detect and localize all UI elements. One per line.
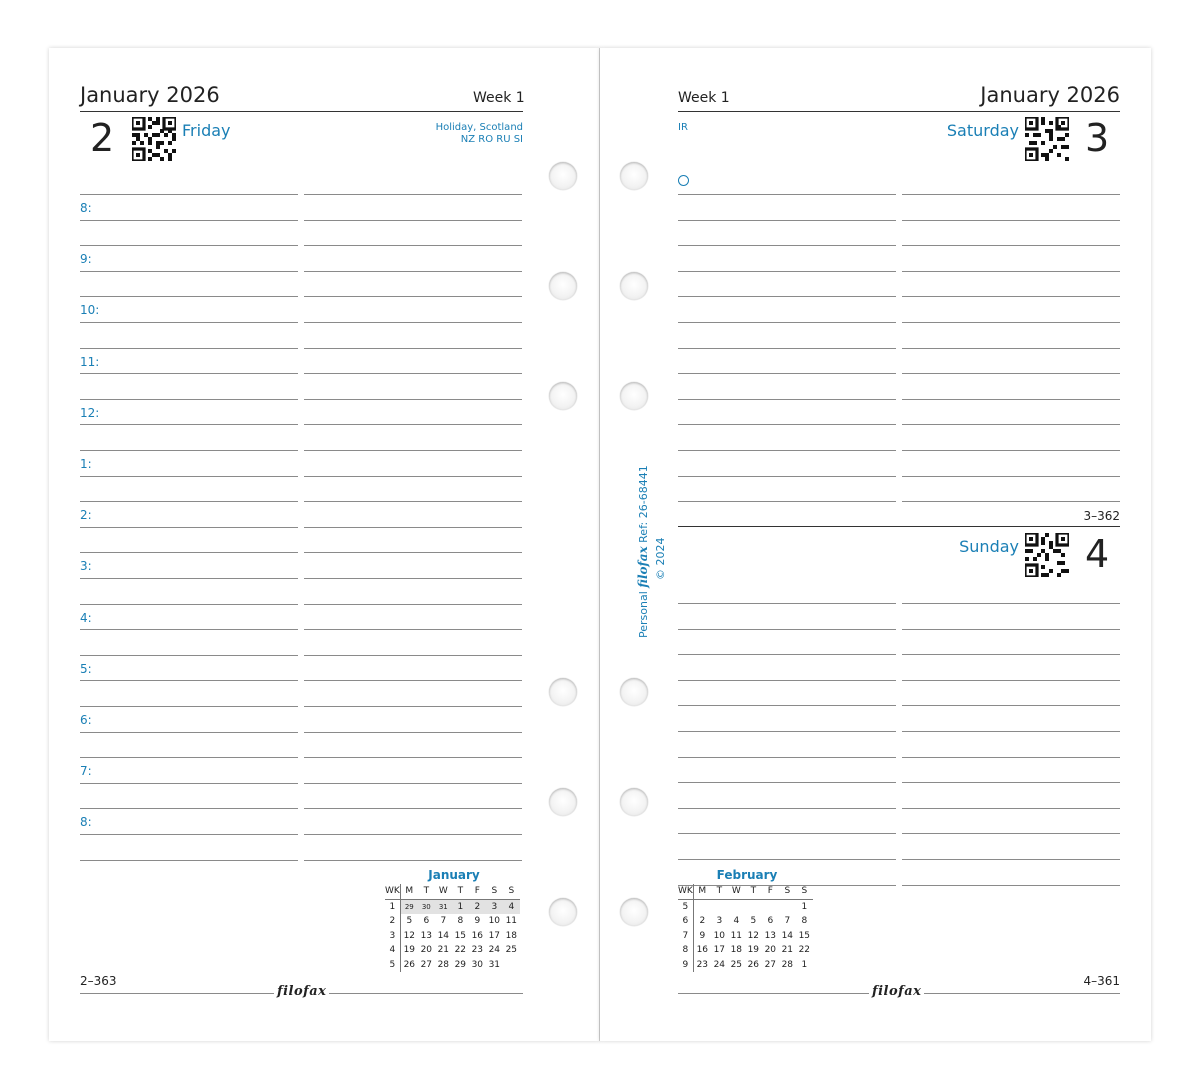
ruled-line [304, 220, 522, 221]
ruled-line [80, 680, 298, 681]
ruled-line [902, 808, 1120, 809]
ruled-line [902, 885, 1120, 886]
ruled-line [304, 399, 522, 400]
spine-personal: Personal [637, 591, 650, 638]
calendar-day: 12 [747, 930, 760, 941]
punch-hole [620, 898, 648, 926]
hour-label: 9: [80, 252, 92, 267]
mini-calendar-grid [678, 884, 813, 972]
ruled-line [902, 194, 1120, 195]
holiday-label: Holiday, Scotland [435, 122, 523, 133]
ruled-line [902, 399, 1120, 400]
ruled-line [902, 629, 1120, 630]
calendar-day: 10 [713, 930, 726, 941]
calendar-day: 3 [486, 899, 503, 914]
ruled-line [678, 476, 896, 477]
mini-calendar-header: WK [385, 884, 400, 899]
calendar-day: 24 [713, 959, 726, 970]
header-rule [678, 111, 1120, 112]
ruled-line [678, 808, 896, 809]
filofax-logo: filofax [274, 984, 329, 999]
calendar-day: 14 [437, 930, 450, 941]
calendar-day: 1 [801, 901, 808, 912]
month-title: January 2026 [980, 83, 1120, 107]
ruled-line [902, 220, 1120, 221]
page-code: 2–363 [80, 974, 117, 988]
week-number: 7 [678, 929, 693, 944]
calendar-day: 28 [781, 959, 794, 970]
ruled-line [304, 450, 522, 451]
calendar-day: 13 [420, 930, 433, 941]
ruled-line [80, 245, 298, 246]
ruled-line [902, 501, 1120, 502]
mini-calendar-header: W [728, 884, 745, 899]
ruled-line [80, 757, 298, 758]
ruled-line [304, 732, 522, 733]
punch-hole [620, 678, 648, 706]
ruled-line [902, 782, 1120, 783]
calendar-day: 17 [488, 930, 501, 941]
ruled-line [902, 859, 1120, 860]
calendar-day: 22 [454, 945, 467, 956]
calendar-day: 21 [781, 945, 794, 956]
ruled-line [304, 578, 522, 579]
spine-ref: Ref: 26-68441 [637, 465, 650, 543]
ruled-line [678, 220, 896, 221]
mini-calendar-header: T [452, 884, 469, 899]
ruled-line [678, 322, 896, 323]
mini-calendar-title: February [716, 868, 778, 882]
mini-calendar-title: January [428, 868, 480, 882]
ruled-line [304, 783, 522, 784]
ruled-line [304, 706, 522, 707]
ruled-line [902, 424, 1120, 425]
ruled-line [678, 654, 896, 655]
saturday-page-code: 3–362 [1083, 509, 1120, 523]
punch-hole [549, 678, 577, 706]
spine-copyright: © 2024 [654, 537, 667, 580]
ruled-line [902, 705, 1120, 706]
week-number: 8 [678, 943, 693, 958]
mini-calendar-header: S [796, 884, 813, 899]
week-number: 5 [385, 958, 400, 973]
ruled-line [678, 296, 896, 297]
calendar-day: 30 [471, 959, 484, 970]
hour-label: 7: [80, 764, 92, 779]
calendar-day: 1 [452, 899, 469, 914]
ruled-line [304, 552, 522, 553]
calendar-day [728, 899, 745, 914]
ruled-line [80, 552, 298, 553]
ruled-line [80, 834, 298, 835]
calendar-day [693, 899, 711, 914]
ruled-line [902, 450, 1120, 451]
ruled-line [678, 859, 896, 860]
calendar-day: 30 [418, 899, 435, 914]
ruled-line [304, 834, 522, 835]
ruled-line [902, 322, 1120, 323]
calendar-day: 19 [747, 945, 760, 956]
ruled-line [678, 501, 896, 502]
hour-label: 2: [80, 508, 92, 523]
sunday-day-name: Sunday [959, 537, 1019, 556]
calendar-day: 8 [801, 916, 808, 927]
calendar-day: 4 [503, 899, 520, 914]
mini-calendar-header: M [693, 884, 711, 899]
ruled-line [304, 604, 522, 605]
ruled-line [304, 501, 522, 502]
calendar-day [745, 899, 762, 914]
qr-code-icon [1025, 533, 1069, 577]
ruled-line [678, 194, 896, 195]
punch-hole [549, 382, 577, 410]
ruled-line [304, 808, 522, 809]
saturday-day-name: Saturday [946, 121, 1019, 140]
calendar-day: 27 [764, 959, 777, 970]
ruled-line [678, 680, 896, 681]
hour-label: 3: [80, 559, 92, 574]
hour-label: 10: [80, 303, 100, 318]
calendar-day: 4 [733, 916, 740, 927]
ruled-line [80, 732, 298, 733]
hour-label: 6: [80, 713, 92, 727]
ruled-line [80, 629, 298, 630]
ruled-line [80, 578, 298, 579]
mini-calendar-header: S [779, 884, 796, 899]
ruled-line [678, 348, 896, 349]
calendar-day: 25 [505, 945, 518, 956]
calendar-day: 6 [423, 916, 430, 927]
ruled-line [304, 373, 522, 374]
calendar-day [711, 899, 728, 914]
ruled-line [304, 476, 522, 477]
sunday-day-number: 4 [1085, 532, 1110, 576]
week-number: 6 [678, 914, 693, 929]
page-code: 4–361 [1083, 974, 1120, 988]
ruled-line [902, 680, 1120, 681]
hour-label: 11: [80, 354, 100, 369]
note-code: IR [678, 122, 688, 133]
ruled-line [902, 296, 1120, 297]
ruled-line [80, 527, 298, 528]
calendar-day: 15 [454, 930, 467, 941]
calendar-day: 20 [764, 945, 777, 956]
calendar-day: 5 [406, 916, 413, 927]
ruled-line [678, 399, 896, 400]
ruled-line [678, 245, 896, 246]
ruled-line [902, 757, 1120, 758]
ruled-line [80, 424, 298, 425]
ruled-line [304, 680, 522, 681]
punch-hole [620, 382, 648, 410]
ruled-line [902, 603, 1120, 604]
calendar-day: 18 [730, 945, 743, 956]
ruled-line [678, 450, 896, 451]
ruled-line [902, 731, 1120, 732]
ruled-line [304, 757, 522, 758]
mini-calendar-header: WK [678, 884, 693, 899]
ruled-line [678, 271, 896, 272]
ruled-line [304, 271, 522, 272]
calendar-day: 11 [505, 916, 518, 927]
calendar-day: 31 [488, 959, 501, 970]
calendar-day [779, 899, 796, 914]
calendar-day: 9 [699, 930, 706, 941]
calendar-day [503, 958, 520, 973]
hour-label: 1: [80, 457, 92, 471]
month-title: January 2026 [80, 83, 220, 107]
day-name: Friday [182, 121, 231, 140]
calendar-day: 18 [505, 930, 518, 941]
header-rule [80, 111, 523, 112]
mini-calendar-header: T [711, 884, 728, 899]
ruled-line [80, 476, 298, 477]
spine-imprint [636, 465, 650, 638]
ruled-line [304, 527, 522, 528]
calendar-day: 17 [713, 945, 726, 956]
ruled-line [80, 348, 298, 349]
ruled-line [80, 271, 298, 272]
ruled-line [304, 655, 522, 656]
hour-label: 12: [80, 405, 100, 420]
punch-hole [549, 788, 577, 816]
week-label: Week 1 [678, 90, 730, 106]
ruled-line [80, 194, 298, 195]
ruled-line [80, 706, 298, 707]
calendar-day: 7 [784, 916, 791, 927]
ruled-line [678, 373, 896, 374]
ruled-line [304, 860, 522, 861]
spine-filofax-logo: filofax [636, 546, 650, 588]
calendar-day: 3 [716, 916, 723, 927]
mini-calendar-january [385, 868, 523, 978]
calendar-day: 29 [454, 959, 467, 970]
calendar-day: 13 [764, 930, 777, 941]
mini-calendar-february [678, 868, 816, 978]
calendar-day: 5 [750, 916, 757, 927]
left-page [49, 48, 600, 1041]
week-number: 9 [678, 958, 693, 973]
filofax-logo: filofax [869, 984, 924, 999]
calendar-day: 19 [403, 945, 416, 956]
week-label: Week 1 [473, 90, 525, 106]
ruled-line [80, 322, 298, 323]
mini-calendar-header: T [745, 884, 762, 899]
punch-hole [549, 272, 577, 300]
mini-calendar-header: T [418, 884, 435, 899]
calendar-day: 31 [435, 899, 452, 914]
week-number: 3 [385, 929, 400, 944]
ruled-line [902, 373, 1120, 374]
calendar-day: 24 [488, 945, 501, 956]
ruled-line [902, 348, 1120, 349]
calendar-day: 14 [781, 930, 794, 941]
ruled-line [304, 348, 522, 349]
week-number: 4 [385, 943, 400, 958]
ruled-line [678, 705, 896, 706]
ruled-line [80, 783, 298, 784]
ruled-line [80, 655, 298, 656]
ruled-line [80, 808, 298, 809]
hour-label: 8: [80, 201, 92, 215]
calendar-day: 16 [696, 945, 709, 956]
mini-calendar-header: W [435, 884, 452, 899]
ruled-line [80, 373, 298, 374]
ruled-line [902, 271, 1120, 272]
ruled-line [678, 782, 896, 783]
mini-calendar-header: S [503, 884, 520, 899]
hour-label: 5: [80, 661, 92, 676]
calendar-day: 22 [798, 945, 811, 956]
ruled-line [902, 654, 1120, 655]
calendar-day: 12 [403, 930, 416, 941]
week-number: 1 [385, 899, 400, 914]
ruled-line [80, 604, 298, 605]
ruled-line [304, 194, 522, 195]
calendar-day: 23 [471, 945, 484, 956]
punch-hole [620, 788, 648, 816]
ruled-line [304, 629, 522, 630]
punch-hole [549, 898, 577, 926]
calendar-day: 15 [798, 930, 811, 941]
punch-hole [620, 272, 648, 300]
calendar-day: 21 [437, 945, 450, 956]
ruled-line [80, 220, 298, 221]
ruled-line [80, 296, 298, 297]
ruled-line [304, 322, 522, 323]
calendar-day [762, 899, 779, 914]
calendar-day: 6 [767, 916, 774, 927]
mini-calendar-header: S [486, 884, 503, 899]
ruled-line [902, 476, 1120, 477]
holiday-regions: NZ RO RU SI [460, 134, 523, 145]
calendar-day: 29 [400, 899, 418, 914]
calendar-day: 23 [696, 959, 709, 970]
qr-code-icon [132, 117, 176, 161]
calendar-day: 2 [699, 916, 706, 927]
mini-calendar-header: F [469, 884, 486, 899]
punch-hole [549, 162, 577, 190]
ruled-line [678, 757, 896, 758]
ruled-line [80, 399, 298, 400]
ruled-line [678, 833, 896, 834]
calendar-day: 1 [801, 959, 808, 970]
calendar-day: 2 [469, 899, 486, 914]
ruled-line [304, 424, 522, 425]
hour-label: 4: [80, 610, 92, 625]
ruled-line [678, 629, 896, 630]
ruled-line [678, 603, 896, 604]
punch-hole [620, 162, 648, 190]
ruled-line [902, 245, 1120, 246]
ruled-line [304, 296, 522, 297]
day-divider [678, 526, 1120, 527]
calendar-day: 7 [440, 916, 447, 927]
ruled-line [80, 860, 298, 861]
week-number: 5 [678, 899, 693, 914]
calendar-day: 25 [730, 959, 743, 970]
ruled-line [304, 245, 522, 246]
qr-code-icon [1025, 117, 1069, 161]
mini-calendar-header: F [762, 884, 779, 899]
calendar-day: 11 [730, 930, 743, 941]
ruled-line [678, 731, 896, 732]
mini-calendar-header: M [400, 884, 418, 899]
calendar-day: 10 [488, 916, 501, 927]
saturday-day-number: 3 [1085, 116, 1110, 160]
day-number: 2 [90, 116, 115, 160]
week-number: 2 [385, 914, 400, 929]
mini-calendar-grid [385, 884, 520, 972]
circle-marker-icon [678, 175, 689, 186]
calendar-day: 27 [420, 959, 433, 970]
calendar-day: 28 [437, 959, 450, 970]
ruled-line [80, 450, 298, 451]
ruled-line [902, 833, 1120, 834]
ruled-line [678, 424, 896, 425]
ruled-line [80, 501, 298, 502]
calendar-day: 9 [474, 916, 481, 927]
calendar-day: 8 [457, 916, 464, 927]
calendar-day: 20 [420, 945, 433, 956]
calendar-day: 26 [747, 959, 760, 970]
hour-label: 8: [80, 815, 92, 830]
right-page [600, 48, 1151, 1041]
calendar-day: 16 [471, 930, 484, 941]
calendar-day: 26 [403, 959, 416, 970]
